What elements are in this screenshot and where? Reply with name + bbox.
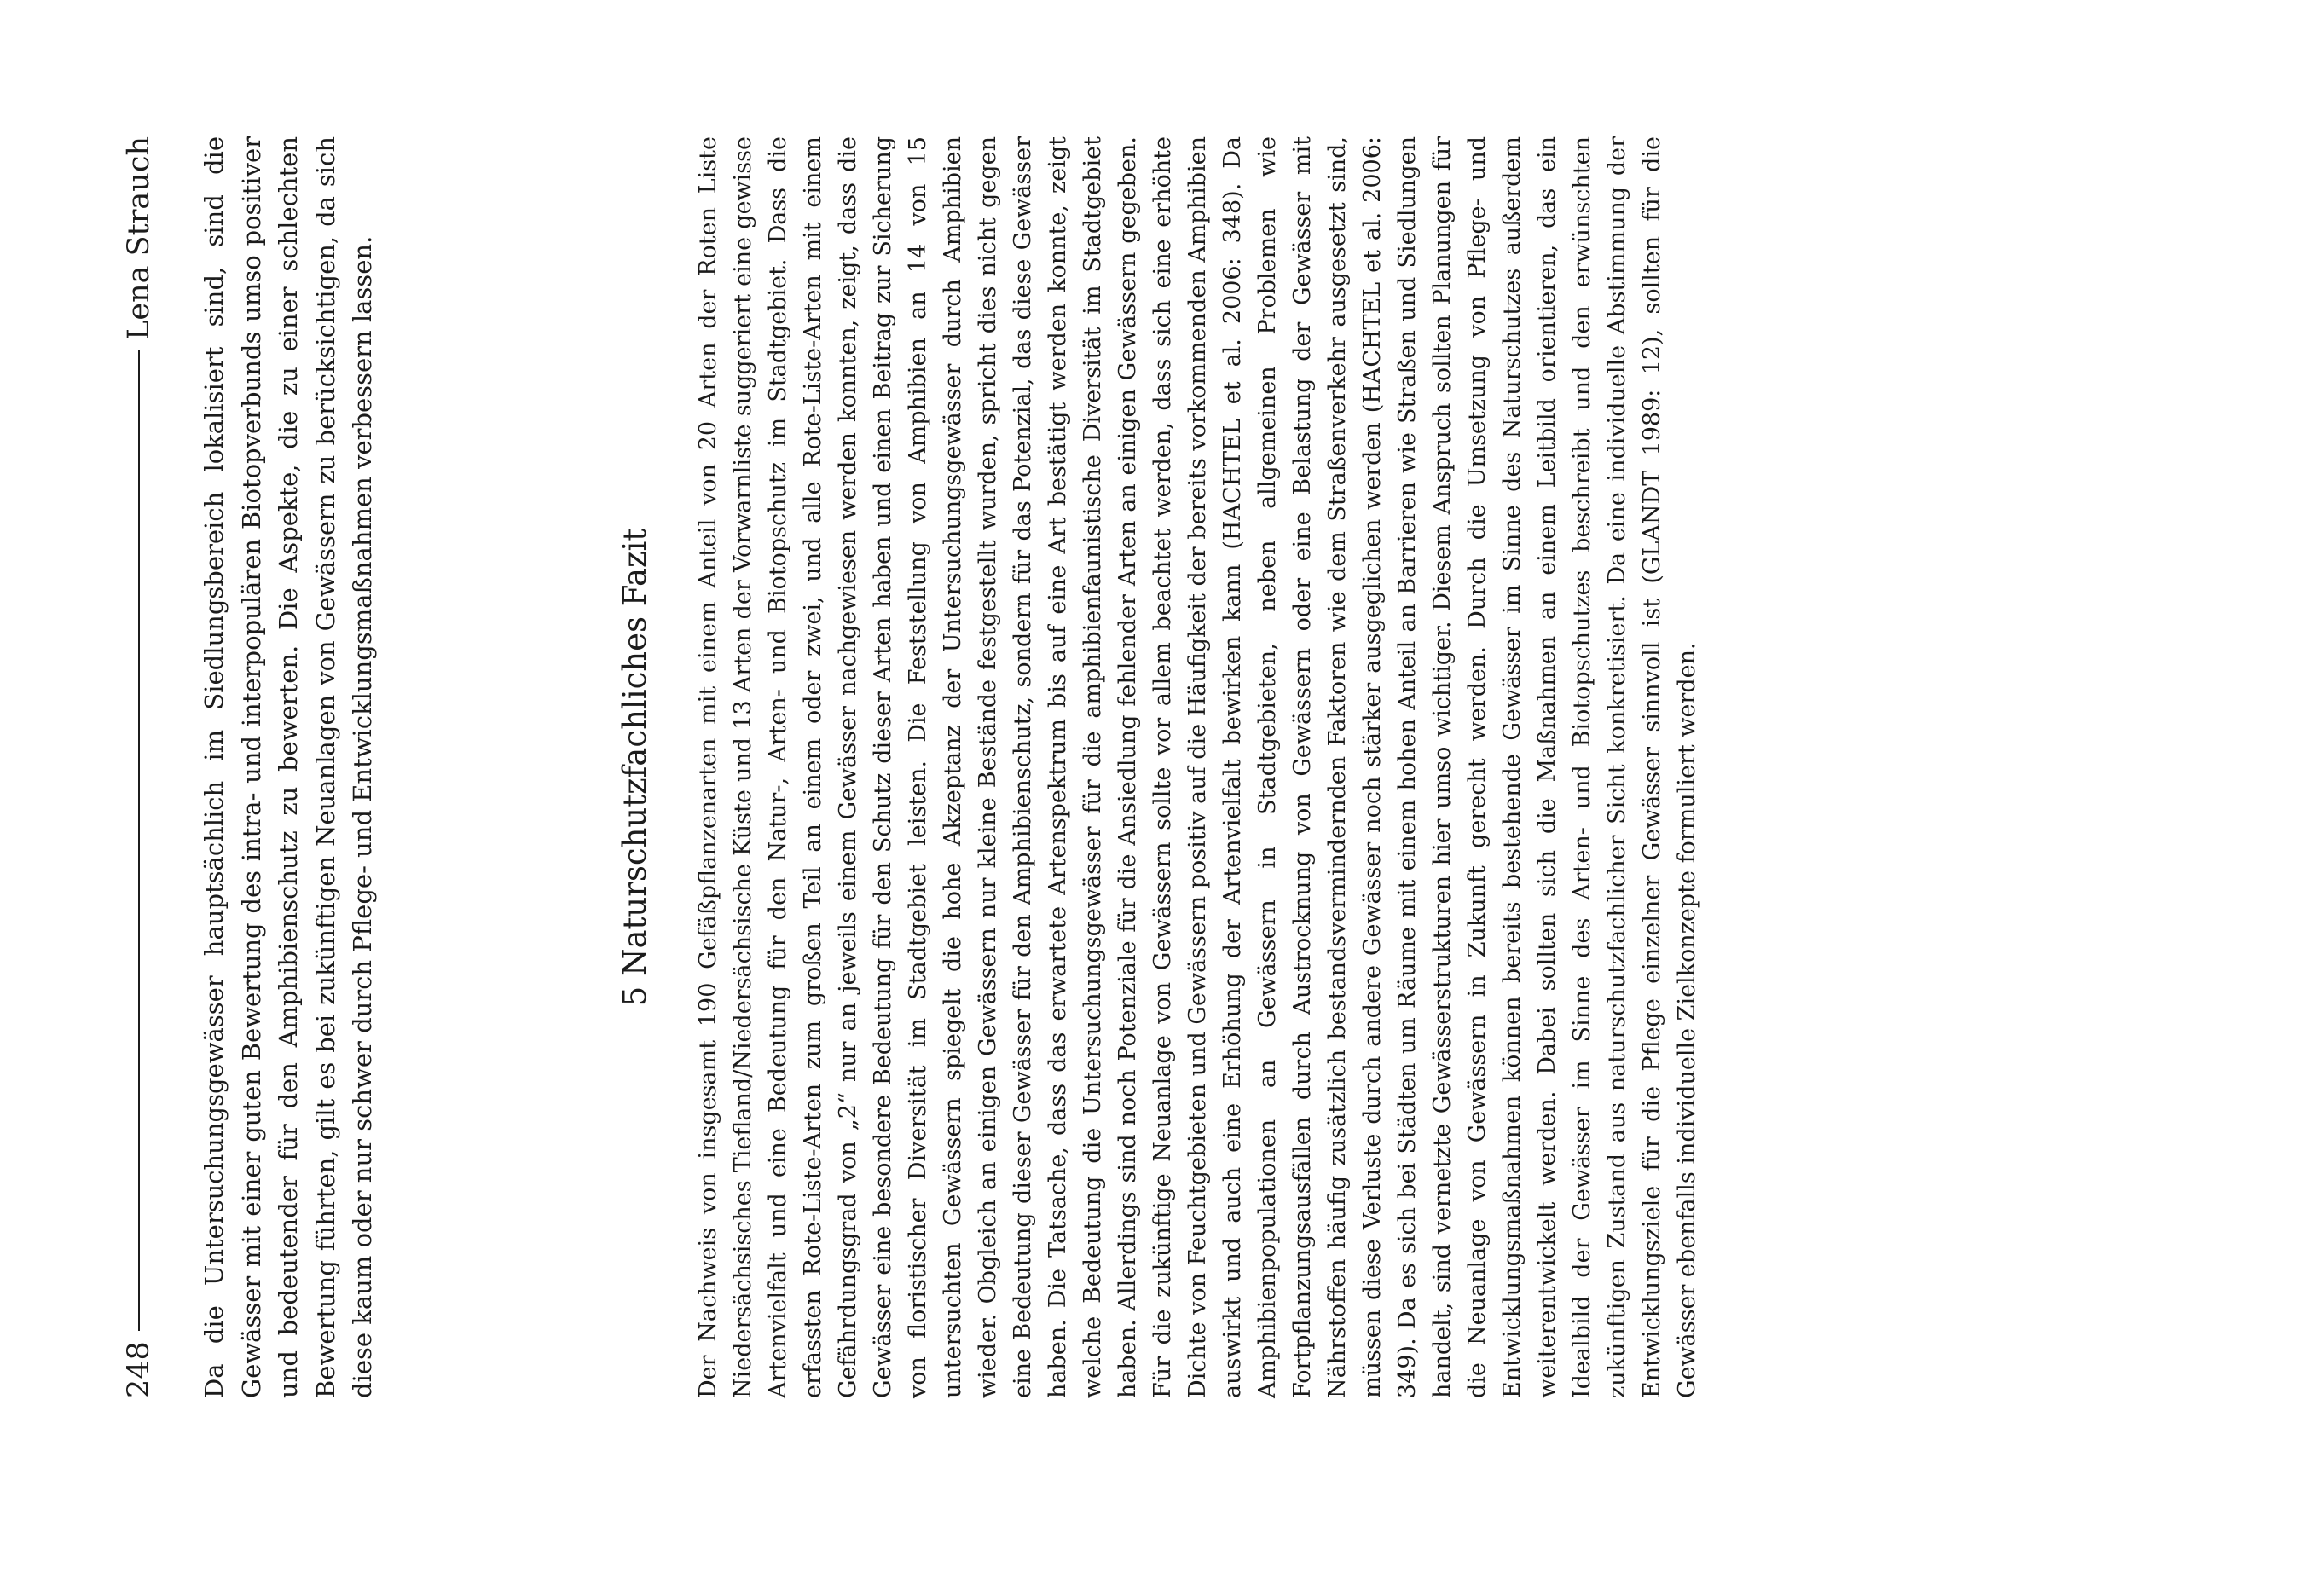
- running-head: [119, 136, 159, 1398]
- header-rule: [138, 350, 140, 1331]
- section-heading: 5 Naturschutzfachliches Fazit: [617, 528, 653, 1007]
- rotated-book-page: [119, 136, 1700, 1398]
- intro-paragraph: Da die Untersuchungsgewässer hauptsächlich im Siedlungsbereich lokalisiert sind, sind die Gewässer mit einer guten Bewertung des intra- und interpopulären Biotopverbunds umso positiver und bedeutender für den Amphibienschutz zu bewerten. Die Aspekte, die zu einer schlechten Bewertung führten, gilt es bei zukünftigen Neuanlagen von Gewässern zu berücksichtigen, da sich diese kaum oder nur schwer durch Pflege- und Entwicklungsmaßnahmen verbessern lassen.: [200, 136, 377, 1398]
- author-name: Lena Strauch: [122, 136, 156, 340]
- page-number: 248: [122, 1341, 156, 1398]
- fazit-paragraph: Der Nachweis von insgesamt 190 Gefäßpflanzenarten mit einem Anteil von 20 Arten der Roten Liste Niedersächsisches Tiefland/Niedersächsische Küste und 13 Arten der Vorwarnliste suggeriert eine gewisse Artenvielfalt und eine Bedeutung für den Natur-, Arten- und Biotopschutz im Stadtgebiet. Dass die erfassten Rote-Liste-Arten zum großen Teil an einem oder zwei, und alle Rote-Liste-Arten mit einem Gefährdungsgrad von „2“ nur an jeweils einem Gewässer nachgewiesen werden konnten, zeigt, dass die Gewässer eine besondere Bedeutung für den Schutz dieser Arten haben und einen Beitrag zur Sicherung von floristischer Diversität im Stadtgebiet leisten. Die Feststellung von Amphibien an 14 von 15 untersuchten Gewässern spiegelt die hohe Akzeptanz der Untersuchungsgewässer durch Amphibien wieder. Obgleich an einigen Gewässern nur kleine Bestände festgestellt wurden, spricht dies nicht gegen eine Bedeutung dieser Gewässer für den Amphibienschutz, sondern für das Potenzial, das diese Gewässer haben. Die Tatsache, dass das erwartete Artenspektrum bis auf eine Art bestätigt werden konnte, zeigt welche Bedeutung die Untersuchungsgewässer für die amphibienfaunistische Diversität im Stadtgebiet haben. Allerdings sind noch Potenziale für die Ansiedlung fehlender Arten an einigen Gewässern gegeben. Für die zukünftige Neuanlage von Gewässern sollte vor allem beachtet werden, dass sich eine erhöhte Dichte von Feuchtgebieten und Gewässern positiv auf die Häufigkeit der bereits vorkommenden Amphibien auswirkt und auch eine Erhöhung der Artenvielfalt bewirken kann (HACHTEL et al. 2006: 348). Da Amphibienpopulationen an Gewässern in Stadtgebieten, neben allgemeinen Problemen wie Fortpflanzungsausfällen durch Austrocknung von Gewässern oder eine Belastung der Gewässer mit Nährstoffen häufig zusätzlich bestandsvermindernden Faktoren wie dem Straßenverkehr ausgesetzt sind, müssen diese Verluste durch andere Gewässer noch stärker ausgeglichen werden (HACHTEL et al. 2006: 349). Da es sich bei Städten um Räume mit einem hohen Anteil an Barrieren wie Straßen und Siedlungen handelt, sind vernetzte Gewässerstrukturen hier umso wichtiger. Diesem Anspruch sollten Planungen für die Neuanlage von Gewässern in Zukunft gerecht werden. Durch die Umsetzung von Pflege- und Entwicklungsmaßnahmen können bereits bestehende Gewässer im Sinne des Naturschutzes außerdem weiterentwickelt werden. Dabei sollten sich die Maßnahmen an einem Leitbild orientieren, das ein Idealbild der Gewässer im Sinne des Arten- und Biotopschutzes beschreibt und den erwünschten zukünftigen Zustand aus naturschutzfachlicher Sicht konkretisiert. Da eine individuelle Abstimmung der Entwicklungsziele für die Pflege einzelner Gewässer sinnvoll ist (GLANDT 1989: 12), sollten für die Gewässer ebenfalls individuelle Zielkonzepte formuliert werden.: [695, 136, 1700, 1398]
